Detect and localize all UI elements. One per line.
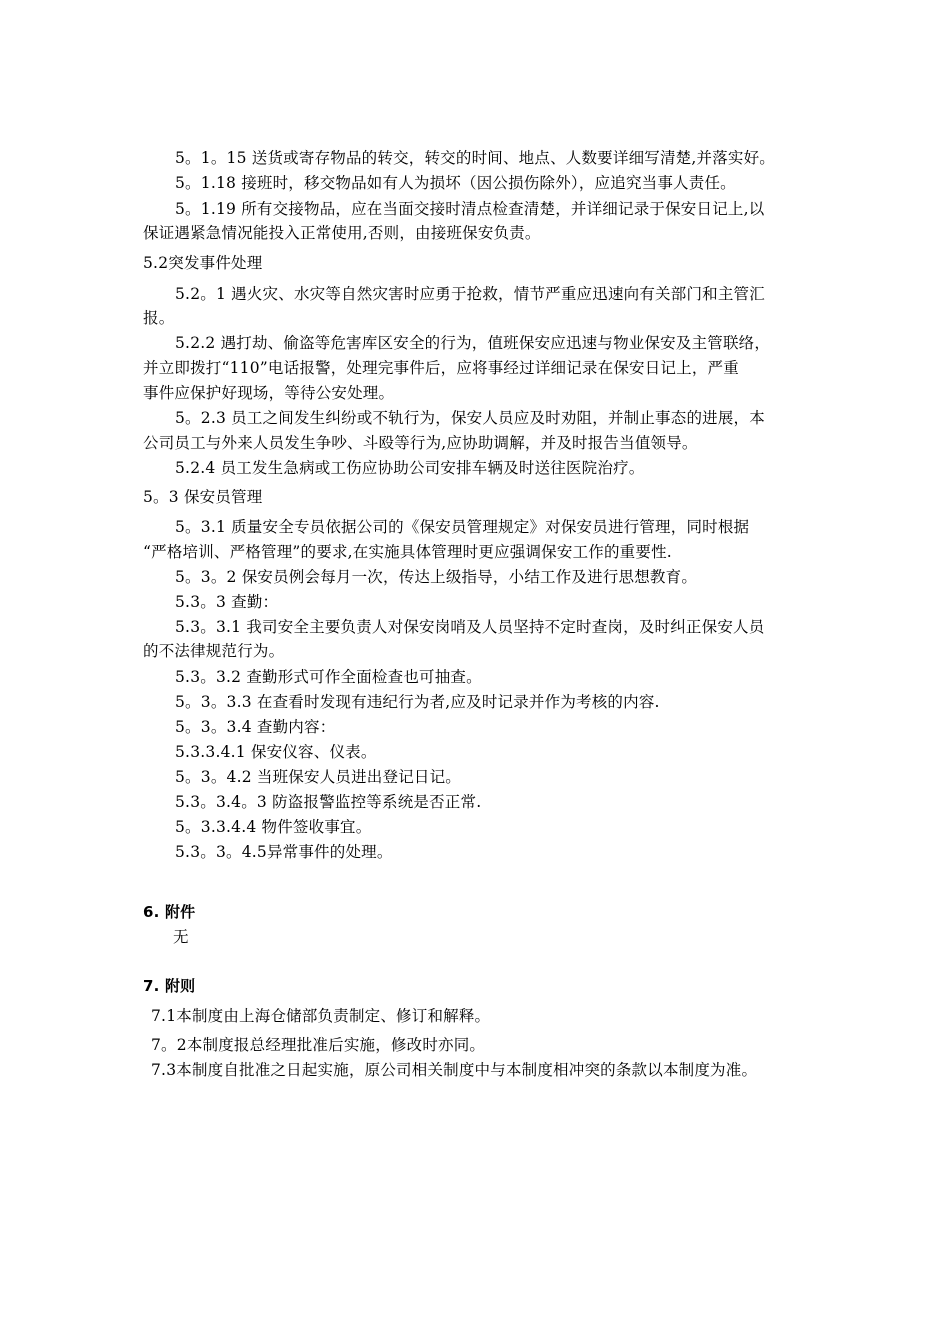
clause-5-3-1-cont: “严格培训、严格管理”的要求,在实施具体管理时更应强调保安工作的重要性. <box>143 543 672 561</box>
clause-5-3-2: 5。3。2 保安员例会每月一次，传达上级指导，小结工作及进行思想教育。 <box>175 568 698 586</box>
clause-5-3-3-1: 5.3。3.1 我司安全主要负责人对保安岗哨及人员坚持不定时查岗，及时纠正保安人员 <box>175 618 765 636</box>
clause-5-3-3-4-3: 5.3。3.4。3 防盗报警监控等系统是否正常. <box>175 793 482 811</box>
section-5-2-title: 5.2突发事件处理 <box>143 254 263 272</box>
clause-5-3-3-1-cont: 的不法律规范行为。 <box>143 642 285 660</box>
clause-5-1-18: 5。1.18 接班时，移交物品如有人为损坏（因公损伤除外），应追究当事人责任。 <box>175 174 736 192</box>
clause-5-3-3: 5.3。3 查勤： <box>175 593 279 611</box>
clause-7-2: 7。2本制度报总经理批准后实施，修改时亦同。 <box>151 1036 486 1054</box>
section-5-3-title: 5。3 保安员管理 <box>143 488 263 506</box>
section-6-body: 无 <box>173 928 189 946</box>
clause-5-2-3: 5。2.3 员工之间发生纠纷或不轨行为，保安人员应及时劝阻，并制止事态的进展，本 <box>175 409 765 427</box>
clause-5-3-3-4-4: 5。3.3.4.4 物件签收事宜。 <box>175 818 372 836</box>
clause-5-3-3-4-5: 5.3。3。4.5异常事件的处理。 <box>175 843 393 861</box>
clause-5-1-19-cont: 保证遇紧急情况能投入正常使用,否则，由接班保安负责。 <box>143 224 541 242</box>
clause-5-3-3-4-2: 5。3。4.2 当班保安人员进出登记日记。 <box>175 768 462 786</box>
clause-5-3-3-4-1: 5.3.3.4.1 保安仪容、仪表。 <box>175 743 377 761</box>
section-7-heading: 7. 附则 <box>143 977 196 995</box>
clause-5-3-3-4: 5。3。3.4 查勤内容： <box>175 718 336 736</box>
clause-5-3-3-2: 5.3。3.2 查勤形式可作全面检查也可抽查。 <box>175 668 482 686</box>
clause-5-3-3-3: 5。3。3.3 在查看时发现有违纪行为者,应及时记录并作为考核的内容. <box>175 693 660 711</box>
clause-7-3: 7.3本制度自批准之日起实施，原公司相关制度中与本制度相冲突的条款以本制度为准。 <box>151 1061 758 1079</box>
clause-5-2-2-cont-2: 事件应保护好现场，等待公安处理。 <box>143 384 395 402</box>
clause-7-1: 7.1本制度由上海仓储部负责制定、修订和解释。 <box>151 1007 491 1025</box>
clause-5-2-3-cont: 公司员工与外来人员发生争吵、斗殴等行为,应协助调解，并及时报告当值领导。 <box>143 434 698 452</box>
clause-5-2-2-cont-1: 并立即拨打“110”电话报警，处理完事件后，应将事经过详细记录在保安日记上，严重 <box>143 359 739 377</box>
clause-5-2-4: 5.2.4 员工发生急病或工伤应协助公司安排车辆及时送往医院治疗。 <box>175 459 645 477</box>
clause-5-1-19: 5。1.19 所有交接物品，应在当面交接时清点检查清楚，并详细记录于保安日记上,以 <box>175 200 765 218</box>
clause-5-2-1: 5.2。1 遇火灾、水灾等自然灾害时应勇于抢救，情节严重应迅速向有关部门和主管汇 <box>175 285 765 303</box>
section-6-heading: 6. 附件 <box>143 903 196 921</box>
clause-5-2-1-cont: 报。 <box>143 309 175 327</box>
clause-5-3-1: 5。3.1 质量安全专员依据公司的《保安员管理规定》对保安员进行管理，同时根据 <box>175 518 750 536</box>
clause-5-1-15: 5。1。15 送货或寄存物品的转交，转交的时间、地点、人数要详细写清楚,并落实好。 <box>175 149 776 167</box>
clause-5-2-2: 5.2.2 遇打劫、偷盗等危害库区安全的行为，值班保安应迅速与物业保安及主管联络， <box>175 334 771 352</box>
